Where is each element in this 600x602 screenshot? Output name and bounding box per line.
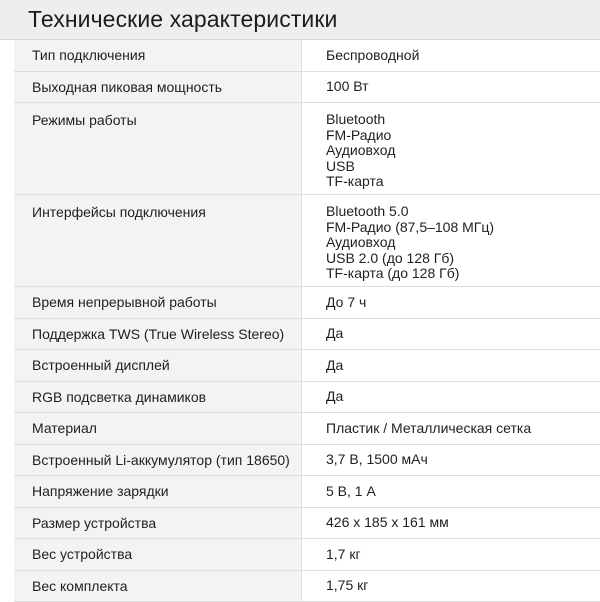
page-title: Технические характеристики xyxy=(28,6,338,33)
spec-row xyxy=(14,445,600,477)
spec-name: Материал xyxy=(14,413,302,444)
spec-name: RGB подсветка динамиков xyxy=(14,382,302,413)
spec-value-line: USB xyxy=(326,159,600,175)
spec-value-line: 1,7 кг xyxy=(326,547,600,563)
spec-row xyxy=(14,103,600,195)
spec-name: Напряжение зарядки xyxy=(14,476,302,507)
spec-value-line: Да xyxy=(326,358,600,374)
spec-value xyxy=(302,413,600,444)
spec-value-line: Bluetooth xyxy=(326,112,600,128)
spec-name: Выходная пиковая мощность xyxy=(14,72,302,103)
page-header xyxy=(0,0,600,40)
spec-value xyxy=(302,382,600,413)
spec-value-line: Аудиовход xyxy=(326,235,600,251)
spec-value xyxy=(302,539,600,570)
spec-name: Время непрерывной работы xyxy=(14,287,302,318)
spec-value-line: Да xyxy=(326,389,600,405)
spec-row xyxy=(14,476,600,508)
spec-row xyxy=(14,319,600,351)
spec-row xyxy=(14,539,600,571)
spec-value-line: Беспроводной xyxy=(326,48,600,64)
spec-name: Режимы работы xyxy=(14,103,302,194)
spec-name: Вес устройства xyxy=(14,539,302,570)
spec-value-line: Да xyxy=(326,326,600,342)
spec-value-line: USB 2.0 (до 128 Гб) xyxy=(326,251,600,267)
spec-name: Встроенный Li-аккумулятор (тип 18650) xyxy=(14,445,302,476)
spec-value xyxy=(302,350,600,381)
spec-value-line: 3,7 В, 1500 мАч xyxy=(326,452,600,468)
spec-value-line: Пластик / Металлическая сетка xyxy=(326,421,600,437)
spec-value-line: FM-Радио (87,5–108 МГц) xyxy=(326,220,600,236)
spec-value-line: До 7 ч xyxy=(326,295,600,311)
spec-value-line: 100 Вт xyxy=(326,79,600,95)
spec-value xyxy=(302,445,600,476)
spec-name: Интерфейсы подключения xyxy=(14,195,302,286)
spec-value-line: TF-карта xyxy=(326,174,600,190)
spec-value-line: Bluetooth 5.0 xyxy=(326,204,600,220)
spec-value xyxy=(302,287,600,318)
spec-value-line: Аудиовход xyxy=(326,143,600,159)
spec-value xyxy=(302,40,600,71)
spec-row xyxy=(14,287,600,319)
spec-value-line: 426 x 185 x 161 мм xyxy=(326,515,600,531)
spec-row xyxy=(14,350,600,382)
spec-value-line: TF-карта (до 128 Гб) xyxy=(326,266,600,282)
specs-table xyxy=(14,40,600,602)
spec-row xyxy=(14,195,600,287)
spec-value xyxy=(302,571,600,602)
spec-value-line: 1,75 кг xyxy=(326,578,600,594)
spec-value xyxy=(302,195,600,286)
spec-row xyxy=(14,571,600,602)
spec-value-line: 5 В, 1 А xyxy=(326,484,600,500)
spec-row xyxy=(14,413,600,445)
spec-value xyxy=(302,476,600,507)
spec-name: Встроенный дисплей xyxy=(14,350,302,381)
spec-row xyxy=(14,382,600,414)
spec-name: Поддержка TWS (True Wireless Stereo) xyxy=(14,319,302,350)
spec-value xyxy=(302,508,600,539)
spec-name: Размер устройства xyxy=(14,508,302,539)
spec-name: Тип подключения xyxy=(14,40,302,71)
spec-value xyxy=(302,103,600,194)
spec-row xyxy=(14,508,600,540)
spec-value xyxy=(302,319,600,350)
spec-value xyxy=(302,72,600,103)
spec-row xyxy=(14,72,600,104)
spec-name: Вес комплекта xyxy=(14,571,302,602)
spec-value-line: FM-Радио xyxy=(326,128,600,144)
spec-row xyxy=(14,40,600,72)
